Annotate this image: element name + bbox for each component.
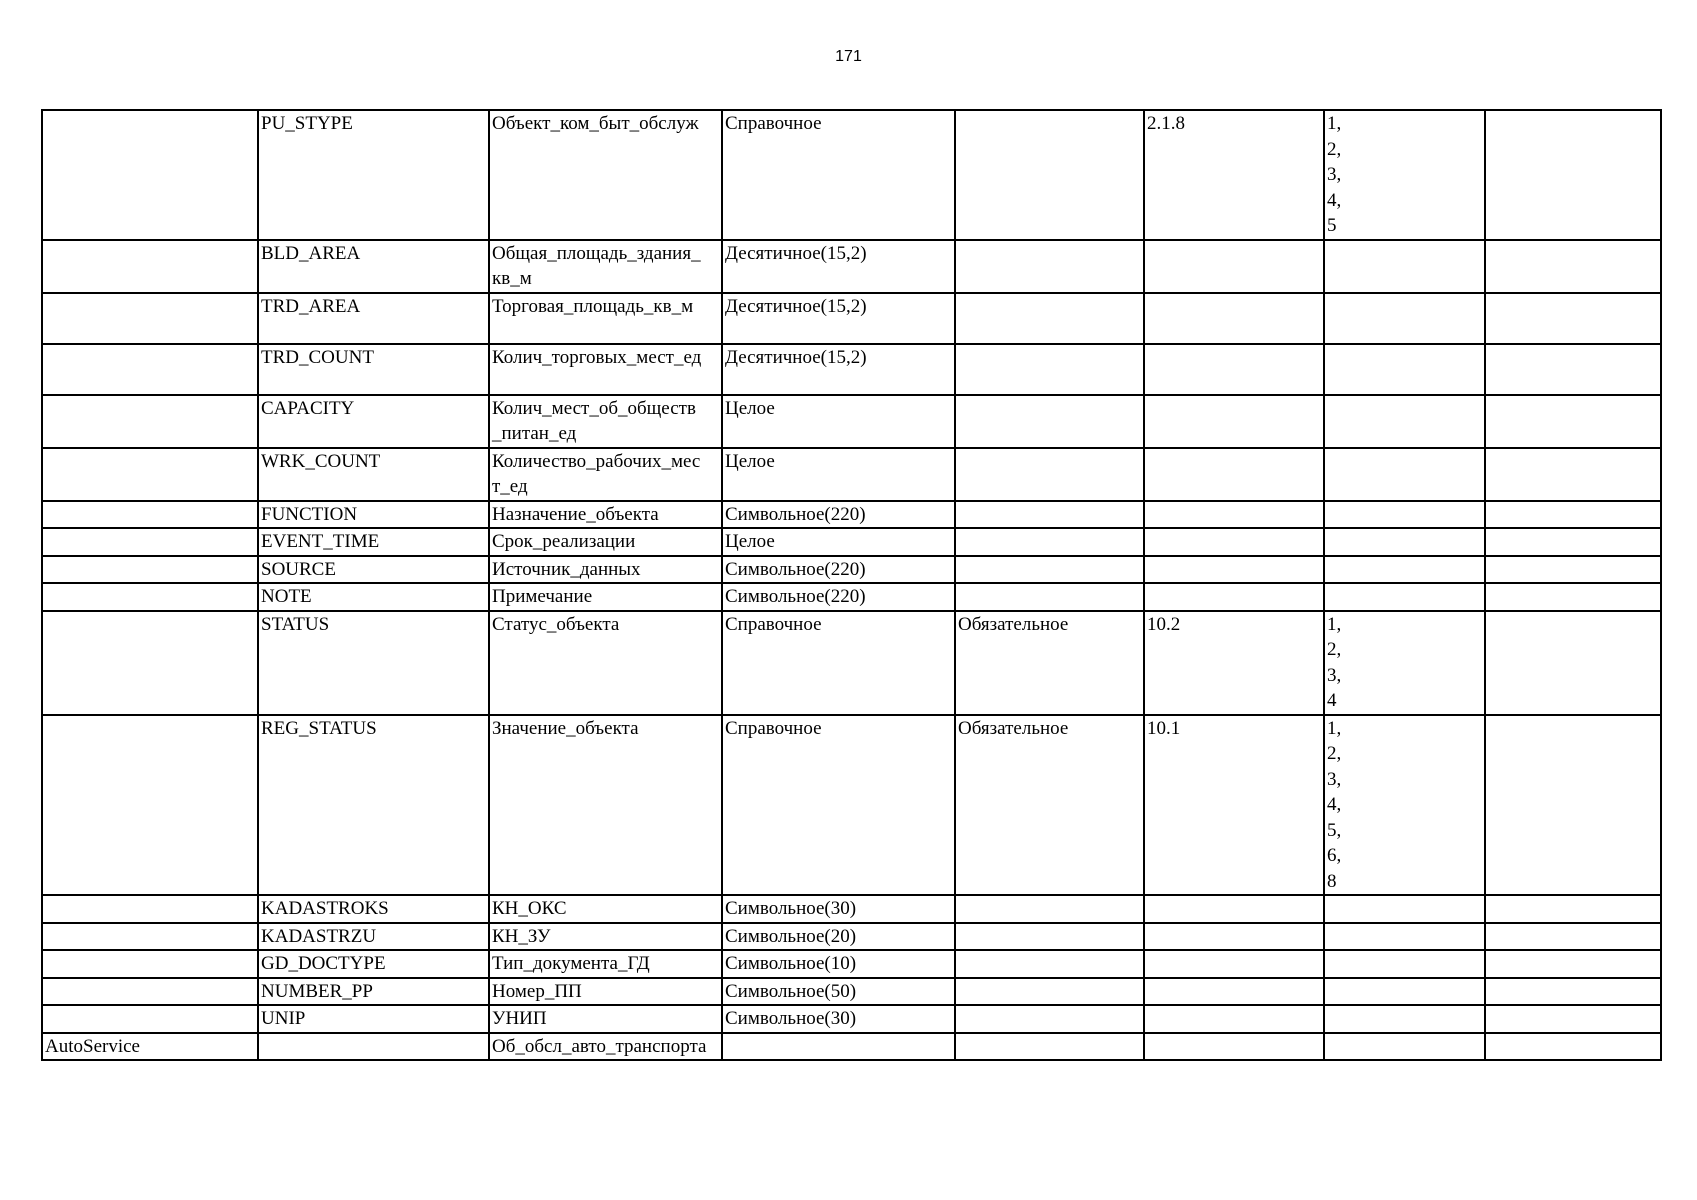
class-name-cell bbox=[42, 895, 258, 923]
reference-cell bbox=[1144, 583, 1324, 611]
field-name-cell: Источник_данных bbox=[489, 556, 722, 584]
reference-cell bbox=[1144, 240, 1324, 293]
field-type-cell: Символьное(50) bbox=[722, 978, 955, 1006]
values-cell bbox=[1324, 344, 1485, 395]
class-name-cell: AutoService bbox=[42, 1033, 258, 1061]
class-name-cell bbox=[42, 448, 258, 501]
field-code-cell: EVENT_TIME bbox=[258, 528, 489, 556]
values-cell bbox=[1324, 1033, 1485, 1061]
reference-cell: 10.2 bbox=[1144, 611, 1324, 715]
note-cell bbox=[1485, 240, 1661, 293]
field-name-cell: Тип_документа_ГД bbox=[489, 950, 722, 978]
table-row bbox=[42, 240, 1661, 293]
field-type-cell: Целое bbox=[722, 395, 955, 448]
note-cell bbox=[1485, 293, 1661, 344]
table-row bbox=[42, 923, 1661, 951]
field-name-cell: Статус_объекта bbox=[489, 611, 722, 715]
field-type-cell: Целое bbox=[722, 448, 955, 501]
field-code-cell: NOTE bbox=[258, 583, 489, 611]
required-cell bbox=[955, 528, 1144, 556]
required-cell bbox=[955, 240, 1144, 293]
field-type-cell: Символьное(220) bbox=[722, 583, 955, 611]
reference-cell bbox=[1144, 950, 1324, 978]
field-code-cell: UNIP bbox=[258, 1005, 489, 1033]
values-cell: 1, 2, 3, 4, 5, 6, 8 bbox=[1324, 715, 1485, 896]
required-cell bbox=[955, 395, 1144, 448]
field-type-cell: Десятичное(15,2) bbox=[722, 240, 955, 293]
field-code-cell: STATUS bbox=[258, 611, 489, 715]
note-cell bbox=[1485, 395, 1661, 448]
required-cell: Обязательное bbox=[955, 715, 1144, 896]
field-code-cell: WRK_COUNT bbox=[258, 448, 489, 501]
field-name-cell: Значение_объекта bbox=[489, 715, 722, 896]
field-code-cell: SOURCE bbox=[258, 556, 489, 584]
reference-cell bbox=[1144, 1005, 1324, 1033]
field-code-cell: TRD_COUNT bbox=[258, 344, 489, 395]
field-type-cell: Десятичное(15,2) bbox=[722, 293, 955, 344]
note-cell bbox=[1485, 715, 1661, 896]
note-cell bbox=[1485, 556, 1661, 584]
required-cell: Обязательное bbox=[955, 611, 1144, 715]
field-type-cell: Десятичное(15,2) bbox=[722, 344, 955, 395]
table-row bbox=[42, 950, 1661, 978]
field-code-cell: KADASTROKS bbox=[258, 895, 489, 923]
note-cell bbox=[1485, 1005, 1661, 1033]
table-row bbox=[42, 528, 1661, 556]
field-code-cell: TRD_AREA bbox=[258, 293, 489, 344]
values-cell bbox=[1324, 1005, 1485, 1033]
field-type-cell: Справочное bbox=[722, 715, 955, 896]
reference-cell bbox=[1144, 344, 1324, 395]
values-cell bbox=[1324, 448, 1485, 501]
note-cell bbox=[1485, 448, 1661, 501]
table-row bbox=[42, 293, 1661, 344]
class-name-cell bbox=[42, 344, 258, 395]
field-name-cell: КН_ОКС bbox=[489, 895, 722, 923]
field-name-cell: Колич_мест_об_обществ _питан_ед bbox=[489, 395, 722, 448]
required-cell bbox=[955, 923, 1144, 951]
field-name-cell: Торговая_площадь_кв_м bbox=[489, 293, 722, 344]
field-name-cell: Об_обсл_авто_транспорта bbox=[489, 1033, 722, 1061]
required-cell bbox=[955, 110, 1144, 240]
table-row bbox=[42, 1005, 1661, 1033]
field-code-cell: CAPACITY bbox=[258, 395, 489, 448]
class-name-cell bbox=[42, 715, 258, 896]
field-type-cell: Справочное bbox=[722, 611, 955, 715]
class-name-cell bbox=[42, 240, 258, 293]
field-name-cell: Назначение_объекта bbox=[489, 501, 722, 529]
class-name-cell bbox=[42, 556, 258, 584]
field-name-cell: КН_ЗУ bbox=[489, 923, 722, 951]
table-row bbox=[42, 978, 1661, 1006]
required-cell bbox=[955, 344, 1144, 395]
note-cell bbox=[1485, 501, 1661, 529]
values-cell bbox=[1324, 978, 1485, 1006]
field-code-cell: FUNCTION bbox=[258, 501, 489, 529]
values-cell bbox=[1324, 583, 1485, 611]
note-cell bbox=[1485, 950, 1661, 978]
values-cell bbox=[1324, 895, 1485, 923]
note-cell bbox=[1485, 611, 1661, 715]
table-row bbox=[42, 715, 1661, 896]
field-code-cell: GD_DOCTYPE bbox=[258, 950, 489, 978]
table-row bbox=[42, 556, 1661, 584]
table-row bbox=[42, 344, 1661, 395]
note-cell bbox=[1485, 1033, 1661, 1061]
class-name-cell bbox=[42, 110, 258, 240]
table-row bbox=[42, 895, 1661, 923]
field-type-cell: Символьное(20) bbox=[722, 923, 955, 951]
reference-cell bbox=[1144, 448, 1324, 501]
field-name-cell: Примечание bbox=[489, 583, 722, 611]
class-name-cell bbox=[42, 978, 258, 1006]
field-type-cell: Символьное(30) bbox=[722, 1005, 955, 1033]
class-name-cell bbox=[42, 528, 258, 556]
required-cell bbox=[955, 950, 1144, 978]
reference-cell bbox=[1144, 556, 1324, 584]
values-cell bbox=[1324, 501, 1485, 529]
field-type-cell: Символьное(10) bbox=[722, 950, 955, 978]
page-number: 171 bbox=[835, 48, 862, 65]
field-name-cell: Количество_рабочих_мес т_ед bbox=[489, 448, 722, 501]
field-name-cell: Общая_площадь_здания_ кв_м bbox=[489, 240, 722, 293]
required-cell bbox=[955, 556, 1144, 584]
values-cell: 1, 2, 3, 4 bbox=[1324, 611, 1485, 715]
field-code-cell: REG_STATUS bbox=[258, 715, 489, 896]
table-row bbox=[42, 110, 1661, 240]
reference-cell bbox=[1144, 528, 1324, 556]
class-name-cell bbox=[42, 293, 258, 344]
field-type-cell bbox=[722, 1033, 955, 1061]
reference-cell bbox=[1144, 1033, 1324, 1061]
required-cell bbox=[955, 583, 1144, 611]
reference-cell bbox=[1144, 395, 1324, 448]
note-cell bbox=[1485, 583, 1661, 611]
reference-cell: 2.1.8 bbox=[1144, 110, 1324, 240]
note-cell bbox=[1485, 344, 1661, 395]
required-cell bbox=[955, 895, 1144, 923]
table-row bbox=[42, 1033, 1661, 1061]
required-cell bbox=[955, 501, 1144, 529]
note-cell bbox=[1485, 895, 1661, 923]
values-cell bbox=[1324, 395, 1485, 448]
values-cell bbox=[1324, 240, 1485, 293]
class-name-cell bbox=[42, 950, 258, 978]
required-cell bbox=[955, 1033, 1144, 1061]
note-cell bbox=[1485, 110, 1661, 240]
field-type-cell: Целое bbox=[722, 528, 955, 556]
note-cell bbox=[1485, 528, 1661, 556]
reference-cell bbox=[1144, 978, 1324, 1006]
table-row bbox=[42, 501, 1661, 529]
table-row bbox=[42, 448, 1661, 501]
class-name-cell bbox=[42, 583, 258, 611]
class-name-cell bbox=[42, 395, 258, 448]
class-name-cell bbox=[42, 1005, 258, 1033]
reference-cell bbox=[1144, 923, 1324, 951]
required-cell bbox=[955, 978, 1144, 1006]
values-cell bbox=[1324, 293, 1485, 344]
values-cell bbox=[1324, 923, 1485, 951]
required-cell bbox=[955, 448, 1144, 501]
values-cell bbox=[1324, 556, 1485, 584]
field-type-cell: Символьное(30) bbox=[722, 895, 955, 923]
field-name-cell: Колич_торговых_мест_ед bbox=[489, 344, 722, 395]
table-row bbox=[42, 395, 1661, 448]
field-name-cell: Объект_ком_быт_обслуж bbox=[489, 110, 722, 240]
values-cell bbox=[1324, 950, 1485, 978]
values-cell bbox=[1324, 528, 1485, 556]
field-type-cell: Символьное(220) bbox=[722, 501, 955, 529]
field-type-cell: Символьное(220) bbox=[722, 556, 955, 584]
table-row bbox=[42, 583, 1661, 611]
field-code-cell: BLD_AREA bbox=[258, 240, 489, 293]
note-cell bbox=[1485, 923, 1661, 951]
class-name-cell bbox=[42, 611, 258, 715]
field-code-cell: KADASTRZU bbox=[258, 923, 489, 951]
field-name-cell: Срок_реализации bbox=[489, 528, 722, 556]
field-type-cell: Справочное bbox=[722, 110, 955, 240]
values-cell: 1, 2, 3, 4, 5 bbox=[1324, 110, 1485, 240]
field-name-cell: УНИП bbox=[489, 1005, 722, 1033]
required-cell bbox=[955, 1005, 1144, 1033]
field-code-cell bbox=[258, 1033, 489, 1061]
note-cell bbox=[1485, 978, 1661, 1006]
field-code-cell: PU_STYPE bbox=[258, 110, 489, 240]
table-row bbox=[42, 611, 1661, 715]
field-name-cell: Номер_ПП bbox=[489, 978, 722, 1006]
field-code-cell: NUMBER_PP bbox=[258, 978, 489, 1006]
attribute-table bbox=[41, 109, 1662, 1061]
reference-cell bbox=[1144, 895, 1324, 923]
reference-cell bbox=[1144, 293, 1324, 344]
reference-cell bbox=[1144, 501, 1324, 529]
reference-cell: 10.1 bbox=[1144, 715, 1324, 896]
class-name-cell bbox=[42, 923, 258, 951]
required-cell bbox=[955, 293, 1144, 344]
class-name-cell bbox=[42, 501, 258, 529]
